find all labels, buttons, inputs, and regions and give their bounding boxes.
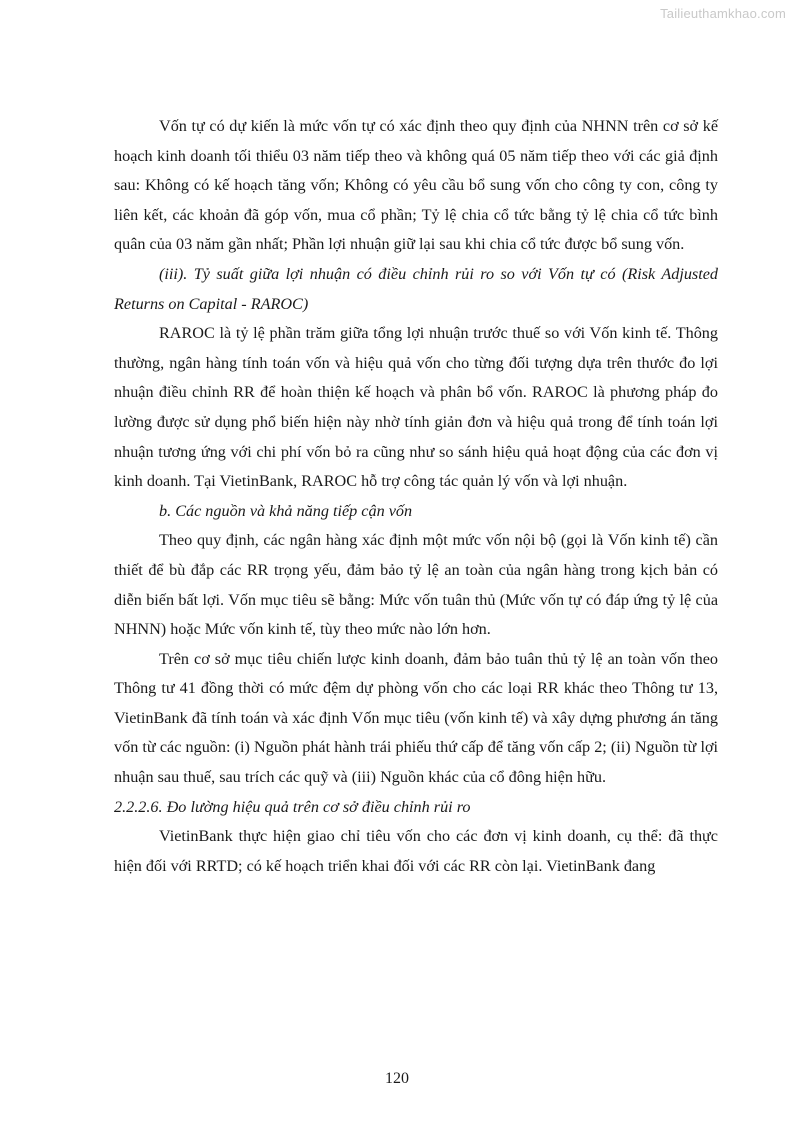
page-number: 120 (385, 1070, 409, 1087)
heading-raroc: (iii). Tỷ suất giữa lợi nhuận có điều chỉnh rủi ro so với Vốn tự có (Risk Adjusted Returns on Capital - RAROC) (114, 264, 718, 313)
paragraph-own-capital: Vốn tự có dự kiến là mức vốn tự có xác định theo quy định của NHNN trên cơ sở kế hoạch kinh doanh tối thiểu 03 năm tiếp theo và không quá 05 năm tiếp theo với các giả định sau: Không có kế hoạch tăng vốn; Không có yêu cầu bổ sung vốn cho công ty con, công ty liên kết, các khoản đã góp vốn, mua cổ phần; Tỷ lệ chia cổ tức bằng tỷ lệ chia cổ tức bình quân của 03 năm gần nhất; Phần lợi nhuận giữ lại sau khi chia cổ tức được bổ sung vốn. (114, 117, 718, 254)
paragraph-internal-capital: Theo quy định, các ngân hàng xác định một mức vốn nội bộ (gọi là Vốn kinh tế) cần thiết để bù đắp các RR trọng yếu, đảm bảo tỷ lệ an toàn của ngân hàng trong kịch bản có diễn biến bất lợi. Vốn mục tiêu sẽ bằng: Mức vốn tuân thủ (Mức vốn tự có đáp ứng tỷ lệ của NHNN) hoặc Mức vốn kinh tế, tùy theo mức nào lớn hơn. (114, 531, 718, 639)
paragraph-capital-plan: Trên cơ sở mục tiêu chiến lược kinh doanh, đảm bảo tuân thủ tỷ lệ an toàn vốn theo Thông tư 41 đồng thời có mức đệm dự phòng vốn cho các loại RR khác theo Thông tư 13, VietinBank đã tính toán và xác định Vốn mục tiêu (vốn kinh tế) và xây dựng phương án tăng vốn từ các nguồn: (i) Nguồn phát hành trái phiếu thứ cấp để tăng vốn cấp 2; (ii) Nguồn từ lợi nhuận sau thuế, sau trích các quỹ và (iii) Nguồn khác của cổ đông hiện hữu. (114, 649, 718, 787)
watermark: Tailieuthamkhao.com (660, 6, 786, 21)
section-heading-2226: 2.2.2.6. Đo lường hiệu quả trên cơ sở điều chỉnh rủi ro (114, 797, 471, 816)
heading-capital-sources: b. Các nguồn và khả năng tiếp cận vốn (159, 501, 413, 520)
paragraph-raroc: RAROC là tỷ lệ phần trăm giữa tổng lợi nhuận trước thuế so với Vốn kinh tế. Thông thường, ngân hàng tính toán vốn và hiệu quả vốn cho từng đối tượng dựa trên thước đo lợi nhuận điều chỉnh RR để hoàn thiện kế hoạch và phân bổ vốn. RAROC là phương pháp đo lường được sử dụng phổ biến hiện này nhờ tính giản đơn và hiệu quả trong để tính toán lợi nhuận tương ứng với chi phí vốn bỏ ra cũng như so sánh hiệu quả hoạt động của các đơn vị kinh doanh. Tại VietinBank, RAROC hỗ trợ công tác quản lý vốn và lợi nhuận. (114, 324, 718, 491)
paragraph-capital-targets: VietinBank thực hiện giao chỉ tiêu vốn cho các đơn vị kinh doanh, cụ thể: đã thực hiện đối với RRTD; có kế hoạch triển khai đối với các RR còn lại. VietinBank đang (114, 827, 718, 875)
page-body (114, 112, 718, 881)
